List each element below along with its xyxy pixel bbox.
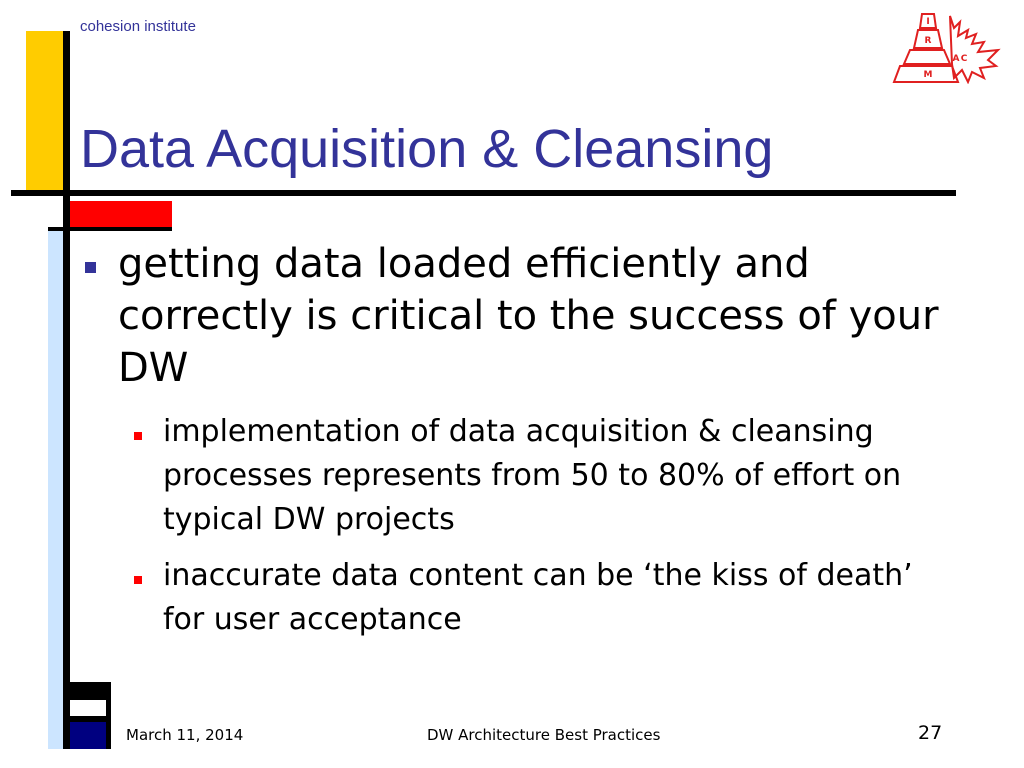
bullet-text-1: getting data loaded efficiently and correctly is critical to the success of your DW [118,241,939,391]
page-number: 27 [918,722,943,744]
bullet-text-2: implementation of data acquisition & cleansing processes represents from 50 to 80% of effort on typical DW projects [163,414,902,537]
bullet-text-3: inaccurate data content can be ‘the kiss of death’ for user acceptance [163,558,913,637]
logo-letter-m: M [923,70,933,80]
corner-divider-line [106,682,111,749]
footer-date: March 11, 2014 [126,726,244,744]
logo-letter-a: A [952,54,960,64]
vertical-divider-line [63,31,70,749]
yellow-accent-block [26,31,66,190]
title-underline [11,190,956,196]
logo-letter-i: I [926,17,930,27]
bullet-marker-level1 [85,262,96,273]
bullet-marker-level2 [134,432,142,440]
logo-letter-r: R [924,36,932,46]
logo-letter-c: C [960,54,968,64]
accent-line [48,227,172,231]
irmac-logo [888,12,1004,84]
bullet-marker-level2 [134,576,142,584]
footer-title: DW Architecture Best Practices [427,726,661,744]
institute-label: cohesion institute [80,18,196,35]
slide-title: Data Acquisition & Cleansing [80,119,774,179]
corner-block-navy [70,722,106,749]
corner-block-black [70,682,106,700]
